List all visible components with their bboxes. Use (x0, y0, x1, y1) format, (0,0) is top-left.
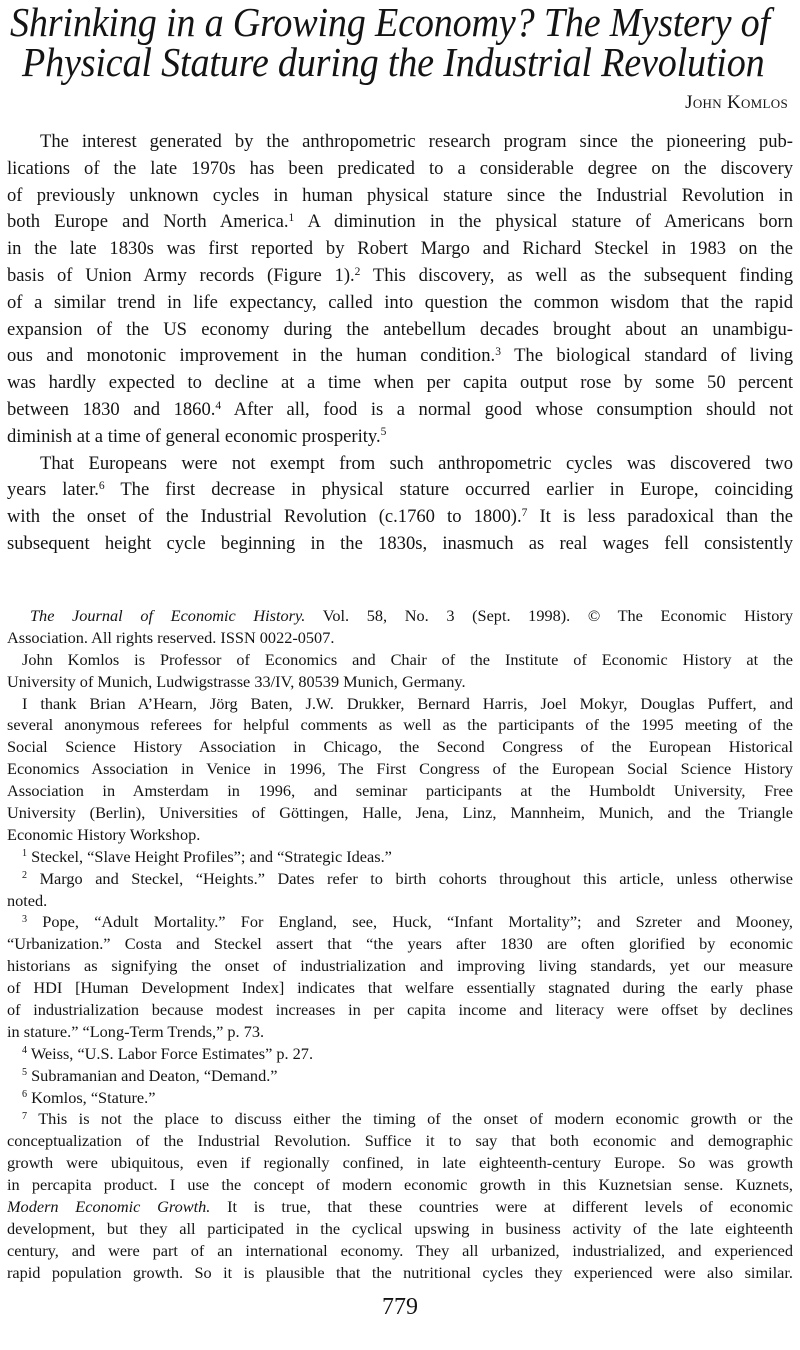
text-run: Social Science History Association in Chicago, the Second Congress of the European Historical (7, 737, 793, 757)
text-run: Pope, “Adult Mortality.” For England, see, Huck, “Infant Mortality”; and Szreter and Mooney, (27, 912, 793, 932)
footnote-reference: 4 (215, 399, 222, 412)
text-run: between 1830 and 1860. (7, 398, 216, 420)
footnote-line (7, 1196, 793, 1218)
text-run: That Europeans were not exempt from such anthropometric cycles was discovered two (40, 452, 793, 474)
text-run: Weiss, “U.S. Labor Force Estimates” p. 27. (27, 1043, 314, 1063)
body-text (7, 129, 793, 558)
article-title-line-1: Shrinking in a Growing Economy? The Mystery of (10, 0, 770, 45)
body-line (7, 317, 793, 344)
text-run: diminish at a time of general economic prosperity. (7, 425, 381, 447)
author-name: John Komlos (685, 92, 788, 113)
footnote-line (7, 671, 793, 693)
text-run: in the late 1830s was first reported by Robert Margo and Richard Steckel in 1983 on the (7, 238, 793, 260)
body-line (7, 236, 793, 263)
italic-title: The Journal of Economic History. (30, 606, 306, 625)
body-line (7, 343, 793, 370)
footnote-reference: 1 (288, 212, 295, 225)
text-run: expansion of the US economy during the antebellum decades brought about an unambigu- (7, 318, 793, 340)
footnote-reference: 5 (22, 1067, 28, 1079)
footnote-line (7, 1174, 793, 1196)
footnote-reference: 3 (22, 913, 28, 925)
text-run: “Urbanization.” Costa and Steckel assert that “the years after 1830 are often glorified by economic (7, 934, 793, 954)
footnote-line (7, 1240, 793, 1262)
text-run: It is true, that these countries were at different levels of economic (210, 1197, 793, 1217)
text-run: The first decrease in physical stature occurred earlier in Europe, coinciding (104, 479, 793, 501)
body-line (7, 504, 793, 531)
text-run: of HDI [Human Development Index] indicates that welfare essentially stagnated during the early phase (7, 978, 793, 998)
text-run: After all, food is a normal good whose consumption should not (221, 398, 793, 420)
footnote-line (7, 1021, 793, 1043)
footnote-line (7, 1087, 793, 1109)
text-run: both Europe and North America. (7, 211, 289, 233)
footnotes (7, 605, 793, 1284)
footnote-reference: 5 (380, 426, 387, 439)
text-run: several anonymous referees for helpful comments as well as the participants of the 1995 meeting of the (7, 715, 793, 735)
footnote-line (7, 911, 793, 933)
text-run: of a similar trend in life expectancy, called into question the common wisdom that the rapid (7, 291, 793, 313)
footnote-reference: 7 (22, 1110, 28, 1122)
text-run: This discovery, as well as the subsequent finding (360, 264, 793, 286)
body-line (7, 183, 793, 210)
text-run: lications of the late 1970s has been predicated to a considerable degree on the discovery (7, 157, 793, 179)
footnote-reference: 6 (98, 480, 105, 493)
text-run: A diminution in the physical stature of Americans born (294, 211, 793, 233)
text-run: of previously unknown cycles in human physical stature since the Industrial Revolution in (7, 184, 793, 206)
footnote-reference: 3 (495, 346, 501, 359)
text-run: basis of Union Army records (Figure 1). (7, 264, 355, 286)
text-run: century, and were part of an international economy. They all urbanized, industrialized, and experienced (7, 1240, 793, 1260)
footnote-reference: 6 (22, 1089, 28, 1101)
footnote-line (7, 868, 793, 890)
body-line (7, 370, 793, 397)
text-run: in stature.” “Long-Term Trends,” p. 73. (7, 1021, 265, 1041)
footnote-line (7, 1130, 793, 1152)
page-number: 779 (382, 1294, 418, 1320)
text-run: Association in Amsterdam in 1996, and seminar participants at the Humboldt University, Free (7, 781, 793, 801)
text-run: Steckel, “Slave Height Profiles”; and “Strategic Ideas.” (27, 846, 392, 866)
text-run: growth were ubiquitous, even if regionally confined, in late eighteenth-century Europe. So was growth (7, 1153, 793, 1173)
text-run: subsequent height cycle beginning in the 1830s, inasmuch as real wages fell consistently (7, 532, 793, 554)
footnote-line (7, 605, 793, 627)
footnote-line (7, 758, 793, 780)
text-run: The interest generated by the anthropometric research program since the pioneering pub- (40, 131, 793, 152)
text-run: rapid population growth. So it is plausible that the nutritional cycles they experienced were also similar. (7, 1262, 793, 1282)
footnote-line (7, 714, 793, 736)
text-run: historians as signifying the onset of industrialization and improving living standards, yet our measure (7, 956, 793, 976)
footnote-line (7, 977, 793, 999)
footnote-line (7, 1043, 793, 1065)
text-run: conceptualization of the Industrial Revolution. Suffice it to say that both economic and demographic (7, 1131, 793, 1151)
body-line (7, 397, 793, 424)
text-run: Komlos, “Stature.” (27, 1087, 156, 1107)
text-run: Subramanian and Deaton, “Demand.” (27, 1065, 278, 1085)
text-run: development, but they all participated in the cyclical upswing in business activity of the late eighteenth (7, 1218, 793, 1238)
text-run: ous and monotonic improvement in the human condition. (7, 345, 496, 367)
body-line (7, 156, 793, 183)
text-run: in percapita product. I use the concept of modern economic growth in this Kuznetsian sense. Kuznets, (7, 1175, 793, 1195)
footnote-line (7, 999, 793, 1021)
text-run: University (Berlin), Universities of Göttingen, Halle, Jena, Linz, Mannheim, Munich, and the Triangle (7, 803, 793, 823)
text-run: This is not the place to discuss either the timing of the onset of modern economic growth or the (27, 1109, 793, 1129)
footnote-line (7, 780, 793, 802)
body-line (7, 129, 793, 156)
footnote-line (7, 736, 793, 758)
article-title-line-2: Physical Stature during the Industrial Revolution (22, 39, 765, 85)
footnote-line (7, 627, 793, 649)
footnote-line (7, 824, 793, 846)
text-run: with the onset of the Industrial Revolution (c.1760 to 1800). (7, 506, 522, 528)
body-line (7, 263, 793, 290)
text-run: It is less paradoxical than the (527, 506, 793, 528)
body-line (7, 209, 793, 236)
body-line (7, 451, 793, 478)
text-run: Vol. 58, No. 3 (Sept. 1998). © The Economic History (305, 606, 793, 625)
text-run: years later. (7, 479, 99, 501)
italic-title: Modern Economic Growth. (7, 1197, 211, 1217)
footnote-line (7, 693, 793, 715)
text-run: Economics Association in Venice in 1996, The First Congress of the European Social Science History (7, 759, 793, 779)
text-run: was hardly expected to decline at a time when per capita output rose by some 50 percent (7, 372, 793, 394)
text-run: The biological standard of living (500, 345, 793, 367)
body-line (7, 477, 793, 504)
text-run: Margo and Steckel, “Heights.” Dates refer to birth cohorts throughout this article, unless otherwise (27, 868, 793, 888)
footnote-line (7, 846, 793, 868)
text-run: of industrialization because modest increases in per capita income and literacy were offset by declines (7, 1000, 793, 1020)
footnote-line (7, 1152, 793, 1174)
text-run: I thank Brian A’Hearn, Jörg Baten, J.W. Drukker, Bernard Harris, Joel Mokyr, Douglas Puffert, and (22, 693, 793, 713)
footnote-line (7, 955, 793, 977)
text-run: Association. All rights reserved. ISSN 0022-0507. (7, 627, 335, 647)
footnote-line (7, 890, 793, 912)
footnote-line (7, 1065, 793, 1087)
text-run: John Komlos is Professor of Economics and Chair of the Institute of Economic History at the (22, 649, 793, 669)
text-run: Economic History Workshop. (7, 824, 201, 844)
footnote-line (7, 1108, 793, 1130)
footnote-line (7, 933, 793, 955)
text-run: noted. (7, 890, 48, 910)
footnote-reference: 1 (22, 848, 28, 860)
body-line (7, 424, 793, 451)
footnote-reference: 2 (354, 265, 361, 278)
footnote-reference: 7 (521, 506, 528, 519)
text-run: University of Munich, Ludwigstrasse 33/IV, 80539 Munich, Germany. (7, 671, 466, 691)
footnote-line (7, 1218, 793, 1240)
body-line (7, 290, 793, 317)
footnote-reference: 2 (22, 870, 28, 882)
footnote-line (7, 1262, 793, 1284)
footnote-line (7, 802, 793, 824)
footnote-reference: 4 (22, 1045, 28, 1057)
footnote-line (7, 649, 793, 671)
body-line (7, 531, 793, 558)
